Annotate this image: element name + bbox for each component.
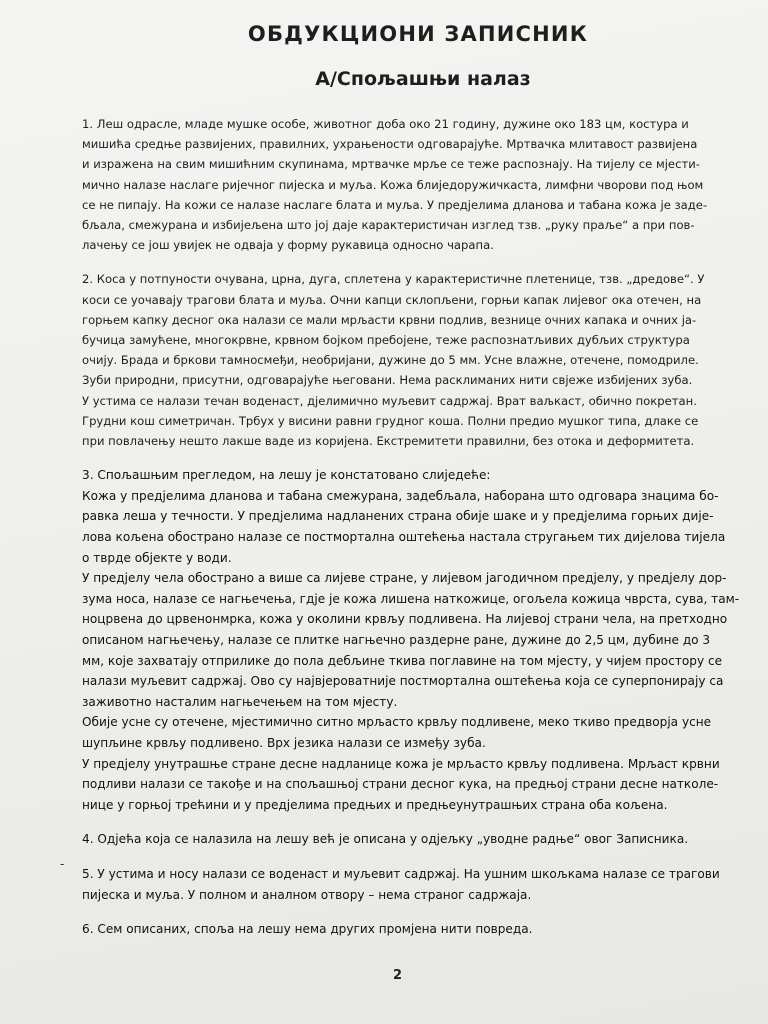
paragraph-line: заживотно насталим нагњечењем на том мјесту. [82, 694, 398, 709]
paragraph-1 [82, 114, 716, 255]
paragraph-line: бљала, смежурана и избијељена што јој даје карактеристичан изглед тзв. „руку праље“ а при пов- [82, 218, 695, 233]
margin-mark: - [60, 857, 65, 871]
paragraph-line: 5. У устима и носу налази се воденаст и муљевит садржај. На ушним шкољкама налазе се трагови [82, 866, 720, 881]
paragraph-line: подливи налази се такође и на спољашњој страни десног кука, на предњој страни десне натколе- [82, 777, 719, 792]
paragraph-line: У устима се налази течан воденаст, дјелимично муљевит садржај. Врат ваљкаст, обично покретан. [82, 393, 697, 408]
paragraph-line: 3. Спољашњим прегледом, на лешу је констатовано слиједеће: [82, 468, 491, 483]
page-number: 2 [393, 968, 403, 983]
paragraph-line: мишића средње развијених, правилних, ухрањености одговарајуће. Мртвачка млитавост развијена [82, 137, 698, 152]
paragraph-line: бучица замућене, многокрвне, крвном бојком пребојене, теже распознатљивих дубљих структура [82, 333, 690, 348]
paragraph-line: ноцрвена до црвенонмрка, кожа у околини крвљу подливена. На лијевој страни чела, на претходно [82, 612, 728, 627]
paragraph-line: пијеска и муља. У полном и аналном отвору – нема страног садржаја. [82, 887, 532, 902]
paragraph-6 [82, 919, 716, 940]
paragraph-line: лачењу се још увијек не одваја у форму рукавица односно чарапа. [82, 238, 494, 253]
paragraph-line: 4. Одјећа која се налазила на лешу већ је описана у одјељку „уводне радње“ овог Записника. [82, 832, 689, 847]
paragraph-line: Обије усне су отечене, мјестимично ситно мрљасто крвљу подливене, меко ткиво предворја усне [82, 715, 712, 730]
paragraph-line: горњем капку десног ока налази се мали мрљасти крвни подлив, везнице очних капака и очних ја- [82, 312, 697, 327]
paragraph-line: лова кољена обострано налазе се постмортална оштећења настала стругањем тих дијелова тијела [82, 530, 726, 545]
paragraph-line: нице у горњој трећини и у предјелима предњих и предњеунутрашњих страна оба кољена. [82, 797, 668, 812]
paragraph-line: У предјелу чела обострано а више са лијеве стране, у лијевом јагодичном предјелу, у предјелу дор- [82, 571, 727, 586]
paragraph-line: 6. Сем описаних, споља на лешу нема других промјена нити повреда. [82, 922, 533, 937]
paragraph-line: Зуби природни, присутни, одговарајуће његовани. Нема расклиманих нити свјеже избијених зуба. [82, 373, 693, 388]
paragraph-line: при повлачењу нешто лакше ваде из коријена. Екстремитети правилни, без отока и деформитета. [82, 434, 695, 449]
document-title: ОБДУКЦИОНИ ЗАПИСНИК [247, 22, 589, 46]
paragraph-line: 2. Коса у потпуности очувана, црна, дуга, сплетена у карактеристичне плетенице, тзв. „дредове“. У [82, 272, 705, 287]
paragraph-line: Грудни кош симетричан. Трбух у висини равни грудног коша. Полни предио мушког типа, длаке се [82, 413, 699, 428]
paragraph-4 [82, 829, 716, 850]
paragraph-line: и изражена на свим мишићним скупинама, мртвачке мрље се теже распознају. На тијелу се мјести- [82, 157, 700, 172]
section-heading: А/Спољашњи налаз [315, 68, 531, 90]
paragraph-3 [82, 465, 740, 815]
paragraph-line: се не пипају. На кожи се налазе наслаге блата и муља. У предјелима дланова и табана кожа је заде- [82, 197, 708, 212]
paragraph-line: У предјелу унутрашње стране десне надланице кожа је мрљасто крвљу подливена. Мрљаст крвни [82, 756, 720, 771]
paragraph-line: Кожа у предјелима дланова и табана смежурана, задебљала, наборана што одговара знацима бо- [82, 488, 719, 503]
paragraph-2 [82, 269, 716, 451]
paragraph-line: 1. Леш одрасле, младе мушке особе, животног доба око 21 годину, дужине око 183 цм, костура и [82, 117, 689, 131]
paragraph-line: зума носа, налазе се нагњечења, гдје је кожа лишена наткожице, огољела кожица чврста, сува, там- [82, 591, 740, 606]
paragraph-line: равка леша у течности. У предјелима надланених страна обије шаке и у предјелима горњих дије- [82, 509, 714, 524]
paragraph-5 [82, 864, 720, 905]
paragraph-line: описаном нагњечењу, налазе се плитке нагњечно раздерне ране, дужине до 2,5 цм, дубине до 3 [82, 633, 711, 647]
paragraph-line: налази муљевит садржај. Ово су највјероватније постмортална оштећења која се суперпонирају са [82, 674, 724, 689]
paragraph-line: о тврде објекте у води. [82, 550, 232, 565]
paragraph-line: мично налазе наслаге ријечног пијеска и муља. Кожа блиједоружичкаста, лимфни чворови под њом [82, 177, 704, 192]
paragraph-line: шупљине крвљу подливено. Врх језика налази се између зуба. [82, 735, 486, 750]
paragraph-line: коси се уочавају трагови блата и муља. Очни капци склопљени, горњи капак лијевог ока отечен, на [82, 292, 702, 307]
paragraph-line: мм, које захватају отприлике до пола дебљине ткива поглавине на том мјесту, у чијем простору се [82, 653, 723, 668]
paragraph-line: очију. Брада и бркови тамносмеђи, необријани, дужине до 5 мм. Усне влажне, отечене, помодриле. [82, 353, 699, 368]
